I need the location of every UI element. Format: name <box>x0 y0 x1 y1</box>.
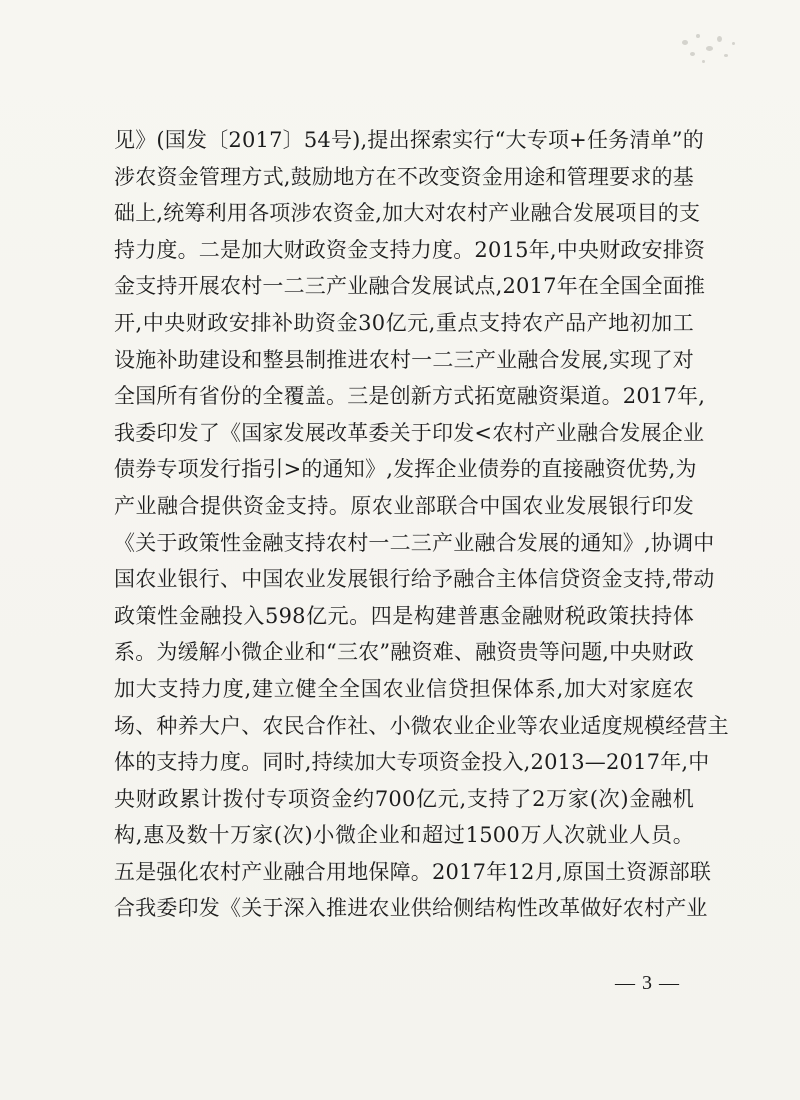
text-line: 场、种养大户、农民合作社、小微农业企业等农业适度规模经营主 <box>114 713 729 738</box>
text-line: 持力度。二是加大财政资金支持力度。2015年,中央财政安排资 <box>114 237 706 262</box>
text-line: 全国所有省份的全覆盖。三是创新方式拓宽融资渠道。2017年, <box>114 384 706 409</box>
text-line: 债券专项发行指引>的通知》,发挥企业债券的直接融资优势,为 <box>114 457 697 482</box>
text-line: 加大支持力度,建立健全全国农业信贷担保体系,加大对家庭农 <box>114 676 694 701</box>
text-line: 础上,统筹利用各项涉农资金,加大对农村产业融合发展项目的支 <box>114 201 701 226</box>
text-line: 产业融合提供资金支持。原农业部联合中国农业发展银行印发 <box>114 493 694 518</box>
text-line: 央财政累计拨付专项资金约700亿元,支持了2万家(次)金融机 <box>114 786 694 811</box>
text-line: 构,惠及数十万家(次)小微企业和超过1500万人次就业人员。 <box>114 823 694 848</box>
page-number: — 3 — <box>615 972 680 994</box>
text-line: 政策性金融投入598亿元。四是构建普惠金融财税政策扶持体 <box>114 603 694 628</box>
text-line: 金支持开展农村一二三产业融合发展试点,2017年在全国全面推 <box>114 274 706 299</box>
text-line: 系。为缓解小微企业和“三农”融资难、融资贵等问题,中央财政 <box>114 640 694 665</box>
text-line: 设施补助建设和整县制推进农村一二三产业融合发展,实现了对 <box>114 347 694 372</box>
text-line: 体的支持力度。同时,持续加大专项资金投入,2013—2017年,中 <box>114 750 710 775</box>
text-line: 国农业银行、中国农业发展银行给予融合主体信贷资金支持,带动 <box>114 567 715 592</box>
text-line: 涉农资金管理方式,鼓励地方在不改变资金用途和管理要求的基 <box>114 164 694 189</box>
paper-speck-mark <box>662 22 782 82</box>
body-text <box>114 122 729 927</box>
text-line: 我委印发了《国家发展改革委关于印发<农村产业融合发展企业 <box>114 420 705 445</box>
text-line: 五是强化农村产业融合用地保障。2017年12月,原国土资源部联 <box>114 859 712 884</box>
text-line: 见》(国发〔2017〕54号),提出探索实行“大专项+任务清单”的 <box>114 128 704 152</box>
text-line: 合我委印发《关于深入推进农业供给侧结构性改革做好农村产业 <box>114 896 708 921</box>
text-line: 开,中央财政安排补助资金30亿元,重点支持农产品产地初加工 <box>114 310 694 335</box>
text-line: 《关于政策性金融支持农村一二三产业融合发展的通知》,协调中 <box>114 530 715 555</box>
